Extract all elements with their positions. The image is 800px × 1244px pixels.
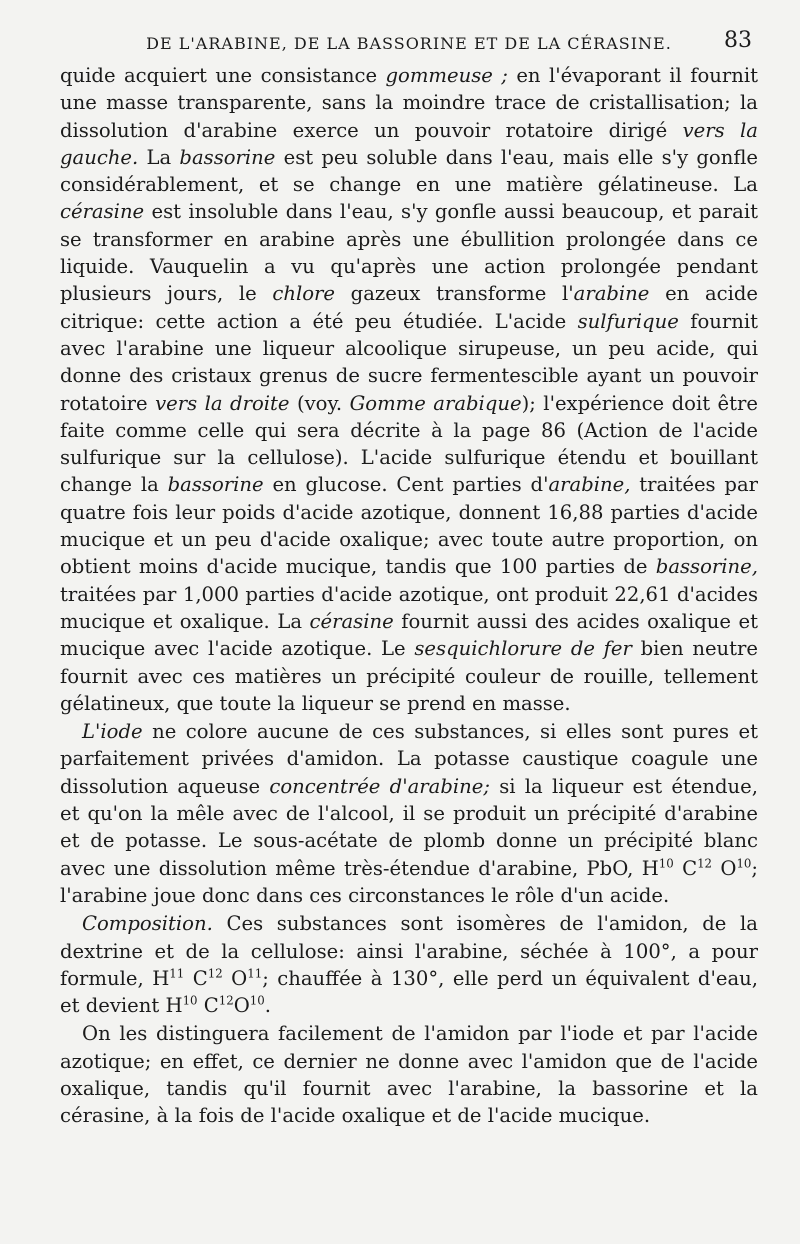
text-run: O: [712, 856, 737, 880]
italic-term: bassorine: [179, 145, 276, 169]
formula-subscript: 12: [697, 856, 713, 871]
italic-term: L'iode: [82, 720, 143, 744]
text-run: C: [184, 966, 208, 990]
text-run: est peu soluble dans l'eau, mais elle s'y gonfle considérablement, et se change en une matière gélatineuse. La: [60, 145, 758, 197]
text-run: O: [233, 994, 250, 1018]
text-run: traitées par 1,000 parties d'acide azotique, ont produit 22,61 d'acides mucique et oxalique. La: [60, 582, 758, 633]
italic-term: gommeuse ;: [385, 64, 508, 87]
italic-term: concentrée d'arabine;: [269, 774, 490, 798]
paragraph-continuation: [60, 62, 758, 717]
formula-subscript: 11: [247, 966, 263, 981]
text-run: fournit avec l'arabine une liqueur alcoolique sirupeuse, un peu acide, qui donne des cristaux grenus de sucre fermentescible ayant un pouvoir rotatoire: [60, 309, 758, 415]
text-run: quide acquiert une consistance: [60, 64, 386, 87]
text-run: en glucose. Cent parties d': [263, 473, 549, 497]
italic-term: cérasine: [60, 200, 145, 224]
text-run: si la liqueur est étendue, et qu'on la mêle avec de l'alcool, il se produit un précipité d'arabine et de potasse. Le sous-acétate de plomb donne un précipité blanc avec une dissolution même très-étendue d'arabine, PbO, H: [60, 774, 758, 880]
formula-subscript: 10: [658, 856, 674, 871]
text-run: On les distinguera facilement de l'amidon par l'iode et par l'acide azotique; en effet, ce dernier ne donne avec l'amidon que de l'acide oxalique, tandis qu'il fournit avec l'arabine, la bassorine et la cérasine, à la fois de l'acide oxalique et de l'acide mucique.: [60, 1022, 758, 1128]
formula-subscript: 10: [249, 993, 265, 1008]
text-run: Ces substances sont isomères de l'amidon, de la dextrine et de la cellulose: ainsi l'arabine, séchée à 100°, a pour formule, H: [60, 912, 758, 990]
formula-subscript: 11: [169, 966, 185, 981]
italic-term: bassorine: [167, 473, 264, 497]
italic-term: cérasine: [309, 609, 394, 633]
formula-subscript: 12: [207, 966, 223, 981]
italic-term: Gomme arabique: [349, 391, 522, 415]
text-run: C: [673, 856, 698, 880]
italic-term: Composition.: [82, 912, 213, 936]
text-run: O: [222, 966, 248, 990]
text-run: ; chauffée à 130°, elle perd un équivalent d'eau, et devient H: [60, 966, 758, 1018]
running-title: DE L'ARABINE, DE LA BASSORINE ET DE LA CÉRASINE.: [146, 34, 672, 53]
italic-term: sulfurique: [577, 309, 679, 333]
italic-term: arabine: [573, 282, 650, 306]
paragraph-iode: [60, 718, 758, 909]
text-run: La: [138, 145, 180, 169]
formula-subscript: 10: [736, 856, 752, 871]
paragraph-composition: [60, 910, 758, 1019]
text-run: fournit aussi des acides oxalique et mucique avec l'acide azotique. Le: [60, 609, 758, 661]
italic-term: arabine,: [548, 473, 631, 497]
formula-subscript: 10: [182, 993, 198, 1008]
text-run: est insoluble dans l'eau, s'y gonfle aussi beaucoup, et parait se transformer en arabine après une ébullition prolongée dans ce liquide. Vauquelin a vu qu'après une action prolongée pendant plusieurs jours, le: [60, 200, 758, 306]
paragraph-distinction: [60, 1020, 758, 1129]
italic-term: vers la gauche.: [60, 118, 758, 169]
text-run: ; l'arabine joue donc dans ces circonstances le rôle d'un acide.: [60, 856, 758, 907]
text-run: (voy.: [289, 391, 350, 415]
text-run: bien neutre fournit avec ces matières un précipité couleur de rouille, tellement gélatineux, que toute la liqueur se prend en masse.: [60, 637, 759, 715]
formula-subscript: 12: [218, 993, 234, 1008]
italic-term: bassorine,: [655, 555, 758, 579]
page-number: 83: [724, 28, 752, 53]
text-run: en acide citrique: cette action a été peu étudiée. L'acide: [60, 282, 759, 333]
italic-term: sesquichlorure de fer: [414, 637, 632, 661]
text-run: ne colore aucune de ces substances, si elles sont pures et parfaitement privées d'amidon. La potasse caustique coagule une dissolution aqueuse: [60, 720, 758, 798]
text-run: traitées par quatre fois leur poids d'acide azotique, donnent 16,88 parties d'acide mucique et un peu d'acide oxalique; avec toute autre proportion, on obtient moins d'acide mucique, tandis que 100 parties de: [60, 473, 759, 579]
text-run: .: [264, 994, 271, 1018]
text-run: gazeux transforme l': [335, 282, 574, 306]
body-text: [60, 62, 758, 1130]
text-run: en l'évaporant il fournit une masse transparente, sans la moindre trace de cristallisation; la dissolution d'arabine exerce un pouvoir rotatoire dirigé: [60, 64, 758, 142]
italic-term: vers la droite: [155, 391, 290, 415]
italic-term: chlore: [272, 282, 335, 306]
running-header: [60, 28, 758, 62]
text-run: C: [197, 994, 219, 1018]
text-run: ); l'expérience doit être faite comme celle qui sera décrite à la page 86 (Action de l'acide sulfurique sur la cellulose). L'acide sulfurique étendu et bouillant change la: [60, 391, 758, 497]
